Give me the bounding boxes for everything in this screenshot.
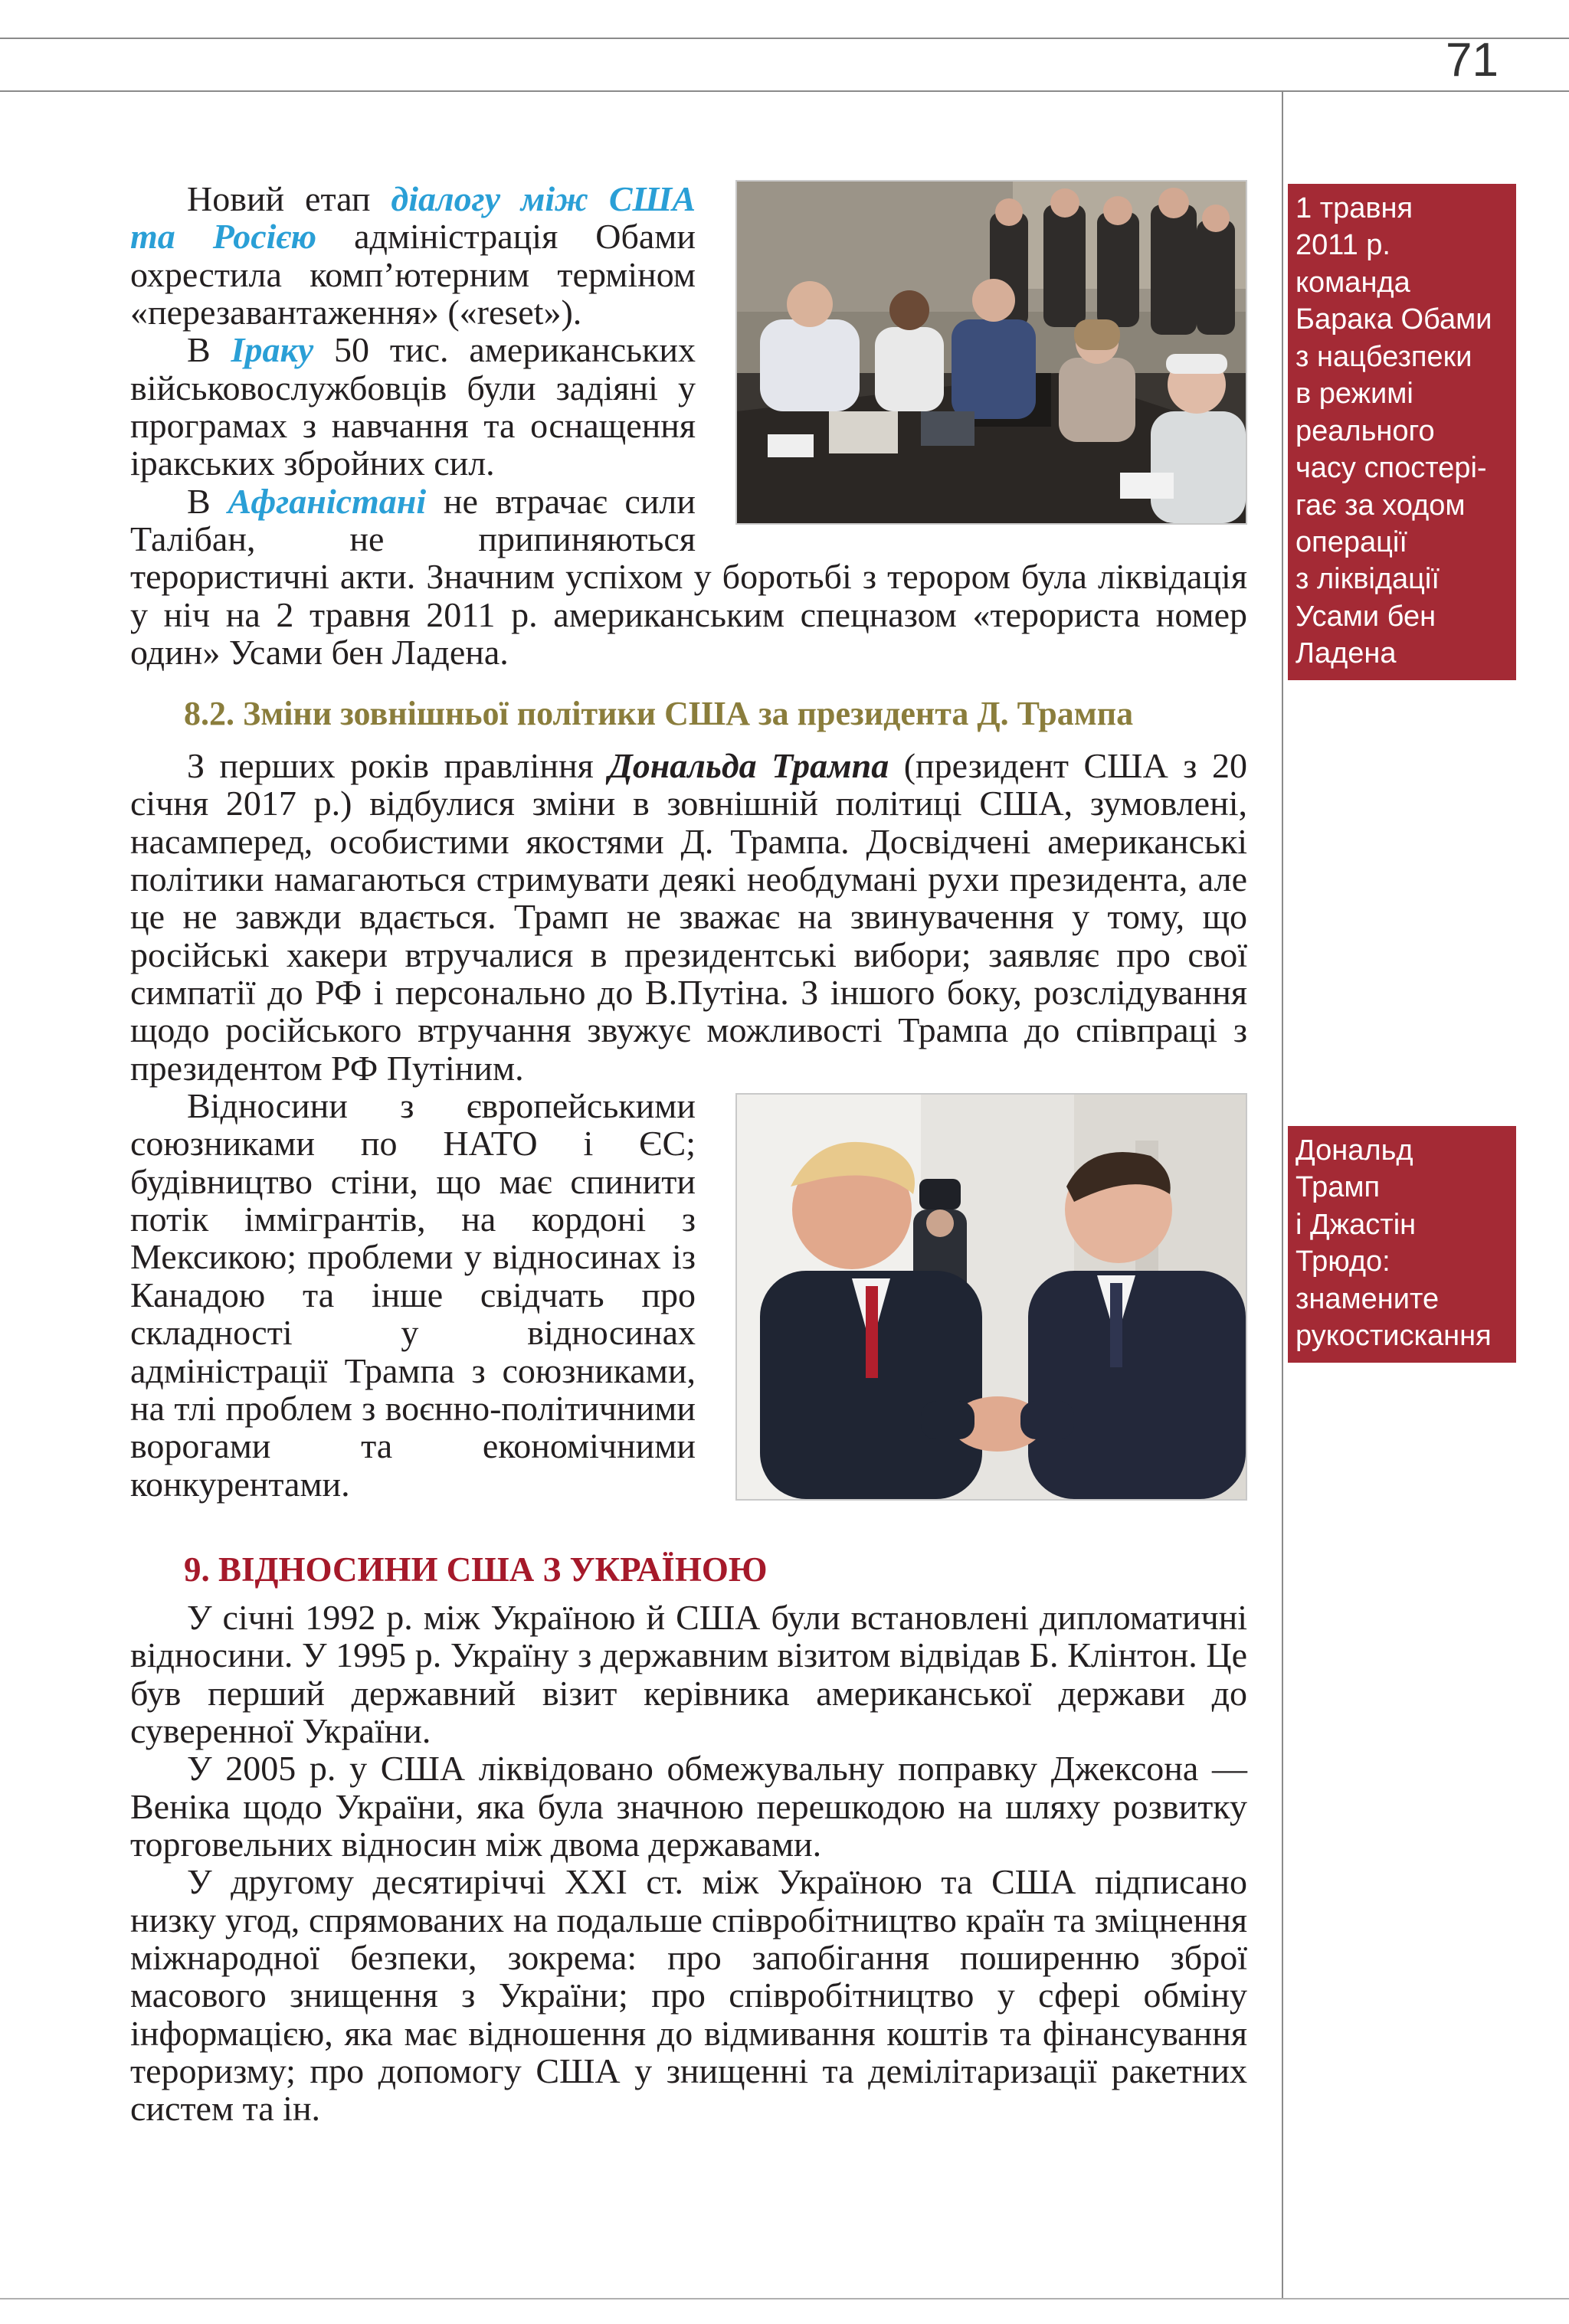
caption-situation-room: 1 травня 2011 р. команда Барака Обами з нацбезпеки в режимі реального часу спостері- гає за ходом операції з ліквідації Усами бен Ладена [1288,184,1516,680]
section-9-paragraph-3: У другому десятиріччі ХХІ ст. між Україною та США підписано низку угод, спрямованих на подальше співробітництво країн та зміцнення міжнародної безпеки, зокрема: про запобігання поширенню зброї масового знищення з України; про співробітництво у сфері обміну інформацією, яка має відношення до відмивання коштів та фінансування тероризму; про допомогу США у знищенні та демілітаризації ракетних систем та ін. [130,1862,1247,2129]
handshake-photo [735,1093,1247,1501]
section-9-paragraph-2: У 2005 р. у США ліквідовано обмежувальну поправку Джексона — Веніка щодо України, яка була значною перешкодою на шляху розвитку торговельних відносин між двома державами. [130,1749,1247,1864]
section-8-2-paragraph-2: Відносини з європейськими союзниками по НАТО і ЄС; будівництво стіни, що має спинити потік іммігрантів, на кордоні з Мексикою; проблеми у відносинах із Канадою та інше свідчать про складності у відносинах адміністрації Трампа з союзниками, на тлі проблем з воєнно-політичними ворогами та економічними конкурентами. [130,1086,696,1504]
margin-column-rule [1282,92,1283,2298]
header-top-rule [0,38,1569,39]
intro-block [130,180,1247,671]
intro-paragraph-iraq: В Іраку 50 тис. американських військовослужбовців були задіяні у програмах з навчання та оснащення іракських збройних сил. [130,330,696,483]
section-8-2-block [130,747,1247,1503]
section-9-block [130,1599,1247,2128]
situation-room-photo [735,180,1247,525]
emph-trump-name: Дональда Трампа [608,746,889,785]
section-heading-8-2: 8.2. Зміни зовнішньої політики США за президента Д. Трампа [184,695,1134,732]
intro-paragraph-afghanistan: В Афганістані не втрачає сили Талібан, не припиняються терористичні акти. Значним успіхом у боротьбі з терором була ліквідація у ніч на 2 травня 2011 р. американським спецназом «терориста номер один» Усами бен Ладена. [130,481,1247,673]
section-9-paragraph-1: У січні 1992 р. між Україною й США були встановлені дипломатичні відносини. У 1995 р. Україну з державним візитом відвідав Б. Клінтон. Це був перший державний візит керівника американської держави до суверенної України. [130,1598,1247,1751]
header-bottom-rule [0,90,1569,92]
section-heading-9: 9. ВІДНОСИНИ США З УКРАЇНОЮ [184,1550,768,1589]
footer-rule [0,2298,1569,2299]
handshake-image [737,1095,1246,1499]
situation-room-image [737,182,1246,523]
intro-paragraph-reset: Новий етап діалогу між США та Росією адміністрація Обами охрестила комп’ютерним терміном «перезавантаження» («reset»). [130,179,696,332]
highlight-iraq: Іраку [231,330,314,370]
highlight-afghanistan: Афганістані [228,481,427,521]
caption-handshake: Дональд Трамп і Джастін Трюдо: знамените рукостискання [1288,1126,1516,1363]
section-8-2-paragraph-1: З перших років правління Дональда Трампа (президент США з 20 січня 2017 р.) відбулися зміни в зовнішній політиці США, зумовлені, насамперед, особистими якостями Д. Трампа. Досвідчені американські політики намагаються стримувати деякі необдумані рухи президента, але це не завжди вдається. Трамп не зважає на звинувачення у тому, що російські хакери втручалися в президентські вибори; заявляє про свої симпатії до РФ і персонально до В.Путіна. З іншого боку, розслідування щодо російського втручання звужує можливості Трампа до співпраці з президентом РФ Путіним. [130,746,1247,1088]
highlight-dialogue: діалогу між США та Росією [130,179,696,257]
page-number: 71 [1446,34,1499,87]
